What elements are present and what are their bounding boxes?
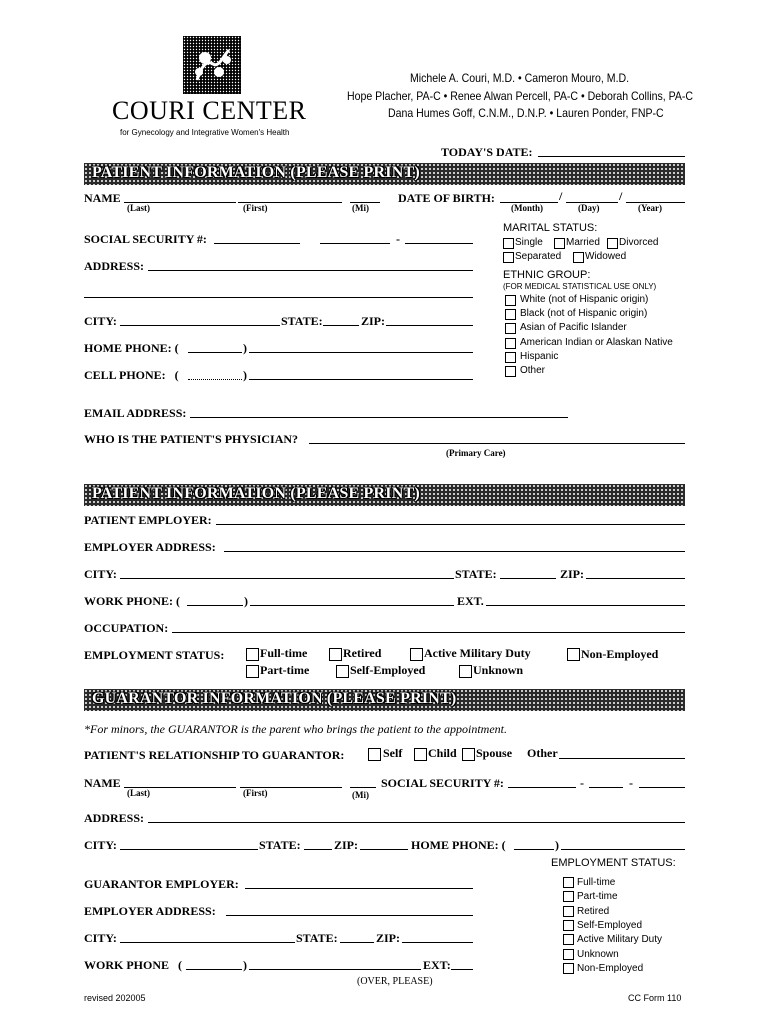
guarantor-nonemployed-checkbox[interactable] <box>563 963 574 974</box>
guarantor-state-field[interactable] <box>304 849 332 850</box>
relationship-label: PATIENT'S RELATIONSHIP TO GUARANTOR: <box>84 748 345 762</box>
patient-info-banner <box>84 163 685 185</box>
guarantor-selfemployed-label: Self-Employed <box>577 920 643 931</box>
ssn-dash: - <box>396 232 400 246</box>
providers-line-1: Michele A. Couri, M.D. • Cameron Mouro, M.D. <box>410 71 630 85</box>
guarantor-ssn-field-1[interactable] <box>508 787 576 788</box>
home-phone-field[interactable] <box>249 352 473 353</box>
form-id: CC Form 110 <box>628 993 682 1003</box>
logo-name: COURI CENTER <box>112 96 307 125</box>
status-parttime-label: Part-time <box>260 663 310 677</box>
guarantor-zip-label: ZIP: <box>334 838 358 852</box>
guarantor-address-field[interactable] <box>148 822 685 823</box>
ethnic-american-indian-label: American Indian or Alaskan Native <box>520 337 673 348</box>
marital-married-checkbox[interactable] <box>554 238 565 249</box>
guarantor-parttime-label: Part-time <box>577 891 618 902</box>
status-retired-label: Retired <box>343 646 382 660</box>
guarantor-mi-hint: (Mi) <box>352 790 369 800</box>
guarantor-info-banner <box>84 689 685 711</box>
first-name-hint: (First) <box>243 203 268 213</box>
relationship-other-field[interactable] <box>559 758 685 759</box>
dob-sep-1: / <box>559 189 563 203</box>
ethnic-hispanic-label: Hispanic <box>520 351 559 362</box>
providers-line-3: Dana Humes Goff, C.N.M., D.N.P. • Lauren Ponder, FNP-C <box>388 106 664 120</box>
guarantor-military-label: Active Military Duty <box>577 934 663 945</box>
logo-mark <box>183 36 241 94</box>
mi-hint: (Mi) <box>352 203 369 213</box>
guarantor-employer-label: GUARANTOR EMPLOYER: <box>84 877 239 891</box>
ethnic-white-checkbox[interactable] <box>505 295 516 306</box>
guarantor-mi-field[interactable] <box>350 787 376 788</box>
work-phone-label: WORK PHONE: ( <box>84 594 180 608</box>
address-field-1[interactable] <box>148 270 473 271</box>
guarantor-unknown-checkbox[interactable] <box>563 949 574 960</box>
ethnic-group-note: (FOR MEDICAL STATISTICAL USE ONLY) <box>503 282 657 291</box>
status-military-label: Active Military Duty <box>424 646 531 660</box>
occupation-field[interactable] <box>172 632 685 633</box>
patient-employer-field[interactable] <box>216 524 685 525</box>
work-ext-label: EXT. <box>457 594 484 608</box>
ethnic-other-label: Other <box>520 365 546 376</box>
home-phone-paren: ) <box>243 341 247 355</box>
guarantor-city-label: CITY: <box>84 838 117 852</box>
address-label: ADDRESS: <box>84 259 145 273</box>
guarantor-work-phone-area-field[interactable] <box>186 969 242 970</box>
dob-day-hint: (Day) <box>578 203 600 213</box>
ssn-field-2[interactable] <box>320 243 390 244</box>
todays-date-label: TODAY'S DATE: <box>441 145 533 159</box>
marital-separated-checkbox[interactable] <box>503 252 514 263</box>
occupation-label: OCCUPATION: <box>84 621 169 635</box>
status-selfemployed-checkbox[interactable] <box>336 665 349 678</box>
city-field[interactable] <box>120 325 280 326</box>
physician-hint: (Primary Care) <box>446 448 506 458</box>
status-military-checkbox[interactable] <box>410 648 423 661</box>
guarantor-ssn-label: SOCIAL SECURITY #: <box>381 776 504 790</box>
relationship-self-checkbox[interactable] <box>368 748 381 761</box>
guarantor-ssn-field-3[interactable] <box>639 787 685 788</box>
marital-widowed-label: Widowed <box>585 251 627 262</box>
ssn-label: SOCIAL SECURITY #: <box>84 232 207 246</box>
guarantor-employer-state-field[interactable] <box>340 942 374 943</box>
employer-city-field[interactable] <box>120 578 454 579</box>
guarantor-unknown-label: Unknown <box>577 949 619 960</box>
status-unknown-label: Unknown <box>473 663 524 677</box>
physician-field[interactable] <box>309 443 685 444</box>
guarantor-state-label: STATE: <box>259 838 301 852</box>
marital-status-label: MARITAL STATUS: <box>503 222 598 234</box>
employer-zip-label: ZIP: <box>560 567 584 581</box>
relationship-other-label: Other <box>527 746 558 760</box>
cell-phone-label: CELL PHONE: ( <box>84 368 179 382</box>
home-phone-area-field[interactable] <box>188 352 242 353</box>
dob-sep-2: / <box>619 189 623 203</box>
status-selfemployed-label: Self-Employed <box>350 663 426 677</box>
guarantor-work-phone-label: WORK PHONE ( <box>84 958 182 972</box>
guarantor-retired-checkbox[interactable] <box>563 906 574 917</box>
marital-divorced-label: Divorced <box>619 237 659 248</box>
patient-employer-label: PATIENT EMPLOYER: <box>84 513 212 527</box>
guarantor-selfemployed-checkbox[interactable] <box>563 920 574 931</box>
physician-label: WHO IS THE PATIENT'S PHYSICIAN? <box>84 432 299 446</box>
guarantor-work-phone-paren: ) <box>243 958 247 972</box>
work-phone-area-field[interactable] <box>187 605 243 606</box>
guarantor-work-ext-field[interactable] <box>451 969 473 970</box>
relationship-spouse-label: Spouse <box>476 746 513 760</box>
ethnic-black-label: Black (not of Hispanic origin) <box>520 308 648 319</box>
ethnic-black-checkbox[interactable] <box>505 309 516 320</box>
employer-city-label: CITY: <box>84 567 117 581</box>
zip-label: ZIP: <box>361 314 385 328</box>
guarantor-employer-state-label: STATE: <box>296 931 338 945</box>
guarantor-home-phone-label: HOME PHONE: ( <box>411 838 506 852</box>
last-name-hint: (Last) <box>127 203 150 213</box>
guarantor-employer-address-field[interactable] <box>226 915 473 916</box>
guarantor-employer-city-field[interactable] <box>120 942 295 943</box>
guarantor-first-hint: (First) <box>243 788 268 798</box>
status-parttime-checkbox[interactable] <box>246 665 259 678</box>
address-field-2[interactable] <box>84 297 473 298</box>
guarantor-home-phone-field[interactable] <box>561 849 685 850</box>
work-phone-paren: ) <box>244 594 248 608</box>
ethnic-asian-label: Asian of Pacific Islander <box>520 322 627 333</box>
state-label: STATE: <box>281 314 323 328</box>
marital-single-checkbox[interactable] <box>503 238 514 249</box>
employer-address-field[interactable] <box>224 551 685 552</box>
work-phone-field[interactable] <box>250 605 454 606</box>
ethnic-white-label: White (not of Hispanic origin) <box>520 294 649 305</box>
guarantor-fulltime-label: Full-time <box>577 877 616 888</box>
guarantor-military-checkbox[interactable] <box>563 934 574 945</box>
relationship-spouse-checkbox[interactable] <box>462 748 475 761</box>
marital-divorced-checkbox[interactable] <box>607 238 618 249</box>
name-label: NAME <box>84 191 121 205</box>
guarantor-zip-field[interactable] <box>360 849 408 850</box>
guarantor-employer-field[interactable] <box>245 888 473 889</box>
ssn-field-1[interactable] <box>214 243 300 244</box>
marital-married-label: Married <box>566 237 600 248</box>
relationship-self-label: Self <box>383 746 403 760</box>
marital-separated-label: Separated <box>515 251 562 262</box>
employment-status-label: EMPLOYMENT STATUS: <box>84 648 225 662</box>
guarantor-retired-label: Retired <box>577 906 610 917</box>
employment-info-banner <box>84 484 685 506</box>
marital-single-label: Single <box>515 237 543 248</box>
guarantor-employer-address-label: EMPLOYER ADDRESS: <box>84 904 216 918</box>
home-phone-label: HOME PHONE: ( <box>84 341 179 355</box>
banner-title: PATIENT INFORMATION (PLEASE PRINT) <box>92 164 420 181</box>
status-unknown-checkbox[interactable] <box>459 665 472 678</box>
over-please: (OVER, PLEASE) <box>357 976 433 987</box>
zip-field[interactable] <box>386 325 473 326</box>
ethnic-asian-checkbox[interactable] <box>505 323 516 334</box>
dob-month-hint: (Month) <box>511 203 543 213</box>
guarantor-home-phone-paren: ) <box>555 838 559 852</box>
relationship-child-checkbox[interactable] <box>414 748 427 761</box>
guarantor-fulltime-checkbox[interactable] <box>563 877 574 888</box>
guarantor-home-phone-area-field[interactable] <box>514 849 554 850</box>
employer-state-label: STATE: <box>455 567 497 581</box>
city-label: CITY: <box>84 314 117 328</box>
cell-phone-paren: ) <box>243 368 247 382</box>
employer-state-field[interactable] <box>500 578 556 579</box>
guarantor-employer-city-label: CITY: <box>84 931 117 945</box>
ssn-field-3[interactable] <box>405 243 473 244</box>
revised-date: revised 202005 <box>84 993 146 1003</box>
guarantor-employer-zip-field[interactable] <box>402 942 473 943</box>
status-nonemployed-checkbox[interactable] <box>567 648 580 661</box>
status-fulltime-label: Full-time <box>260 646 308 660</box>
work-ext-field[interactable] <box>486 605 685 606</box>
guarantor-last-hint: (Last) <box>127 788 150 798</box>
employer-address-label: EMPLOYER ADDRESS: <box>84 540 216 554</box>
status-nonemployed-label: Non-Employed <box>581 647 659 661</box>
guarantor-city-field[interactable] <box>120 849 258 850</box>
ethnic-other-checkbox[interactable] <box>505 366 516 377</box>
dob-label: DATE OF BIRTH: <box>398 191 495 205</box>
guarantor-name-label: NAME <box>84 776 121 790</box>
providers-line-2: Hope Placher, PA-C • Renee Alwan Percell, PA-C • Deborah Collins, PA-C <box>347 89 694 103</box>
status-retired-checkbox[interactable] <box>329 648 342 661</box>
banner-title: PATIENT INFORMATION (PLEASE PRINT) <box>92 485 420 502</box>
employer-zip-field[interactable] <box>586 578 685 579</box>
logo-tagline: for Gynecology and Integrative Women's Health <box>120 128 290 137</box>
cell-phone-area-field[interactable] <box>188 379 242 380</box>
guarantor-work-ext-label: EXT: <box>423 958 451 972</box>
relationship-child-label: Child <box>428 746 457 760</box>
ethnic-group-label: ETHNIC GROUP: <box>503 269 591 281</box>
state-field[interactable] <box>323 325 359 326</box>
guarantor-ssn-dash-1: - <box>580 776 584 790</box>
guarantor-ssn-dash-2: - <box>629 776 633 790</box>
ethnic-american-indian-checkbox[interactable] <box>505 338 516 349</box>
guarantor-employer-zip-label: ZIP: <box>376 931 400 945</box>
email-label: EMAIL ADDRESS: <box>84 406 187 420</box>
todays-date-field[interactable] <box>538 156 685 157</box>
guarantor-nonemployed-label: Non-Employed <box>577 963 644 974</box>
dob-year-hint: (Year) <box>638 203 662 213</box>
banner-title: GUARANTOR INFORMATION (PLEASE PRINT) <box>92 690 457 707</box>
email-field[interactable] <box>190 417 568 418</box>
minors-note: *For minors, the GUARANTOR is the parent who brings the patient to the appointment. <box>84 722 507 736</box>
guarantor-ssn-field-2[interactable] <box>589 787 623 788</box>
ethnic-hispanic-checkbox[interactable] <box>505 352 516 363</box>
guarantor-address-label: ADDRESS: <box>84 811 145 825</box>
cell-phone-field[interactable] <box>249 379 473 380</box>
guarantor-work-phone-field[interactable] <box>249 969 421 970</box>
guarantor-parttime-checkbox[interactable] <box>563 891 574 902</box>
status-fulltime-checkbox[interactable] <box>246 648 259 661</box>
marital-widowed-checkbox[interactable] <box>573 252 584 263</box>
guarantor-employment-status-label: EMPLOYMENT STATUS: <box>551 857 676 869</box>
